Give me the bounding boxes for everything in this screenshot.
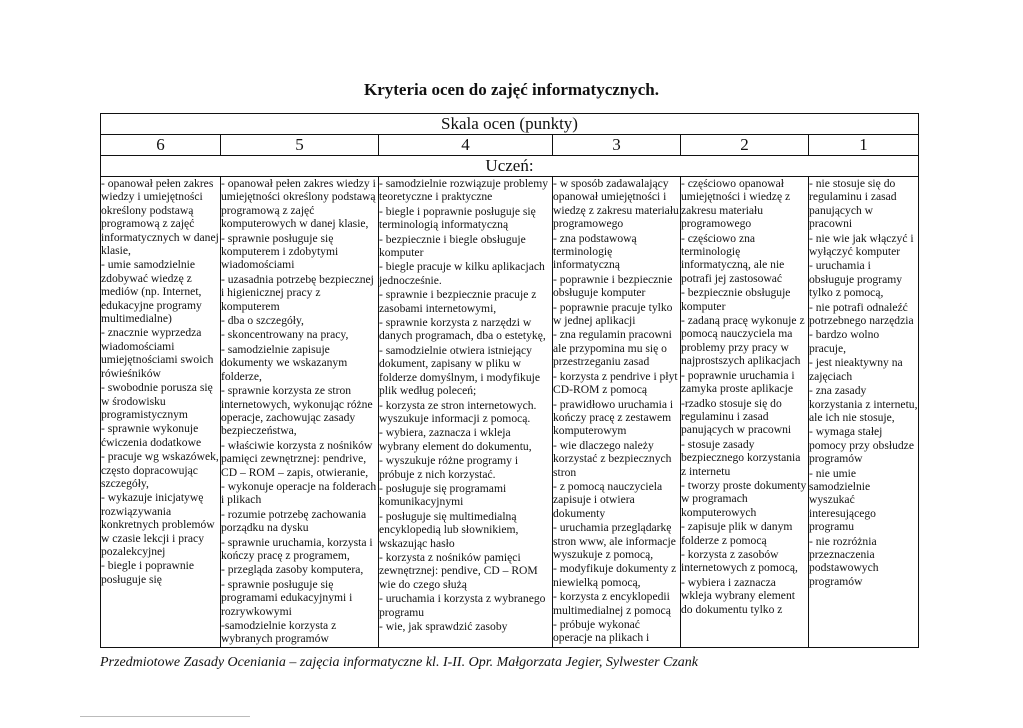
criterion-item: - jest nieaktywny na zajęciach: [809, 356, 903, 383]
criterion-item: - nie rozróżnia przeznaczenia podstawowych programów: [809, 534, 879, 588]
criterion-item: - znacznie wyprzedza wiadomościami umiejętnościami swoich rówieśników: [101, 326, 214, 380]
criterion-item: -samodzielnie korzysta z wybranych programów: [221, 619, 337, 646]
grade-2-header: 2: [681, 135, 809, 156]
criterion-item: - stosuje zasady bezpiecznego korzystania z internetu: [681, 437, 801, 478]
criterion-item: - przegląda zasoby komputera,: [221, 563, 364, 577]
criterion-item: - właściwie korzysta z nośników pamięci zewnętrznej: pendrive, CD – ROM – zapis, otwieranie,: [221, 438, 373, 479]
criterion-item: - opanował pełen zakres wiedzy i umiejętności określony podstawą programową z zajęć informatycznych w danej klasie,: [101, 177, 219, 258]
criterion-item: - bardzo wolno pracuje,: [809, 328, 880, 355]
criterion-item: - zadaną pracę wykonuje z pomocą nauczyciela ma problemy przy pracy w najprostszych aplikacjach: [681, 314, 805, 368]
grade-2-criteria: [681, 177, 809, 648]
criterion-item: - biegle i poprawnie posługuje się terminologią informatyczną: [379, 204, 536, 232]
grade-3-criteria: [553, 177, 681, 648]
criterion-item: - uruchamia i obsługuje programy tylko z pomocą,: [809, 259, 903, 300]
divider: [80, 716, 250, 717]
criterion-item: - sprawnie posługuje się komputerem i zdobytymi wiadomościami: [221, 231, 339, 272]
criterion-item: - sprawnie korzysta z narzędzi w danych programach, dba o estetykę,: [379, 316, 546, 343]
criterion-item: - nie wie jak włączyć i wyłączyć komputer: [809, 231, 914, 259]
criterion-item: - w sposób zadawalający opanował umiejętności i wiedzę z zakresu materiału programowego: [553, 177, 679, 231]
criterion-item: - uruchamia i korzysta z wybranego programu: [379, 592, 546, 619]
criterion-item: - biegle pracuje w kilku aplikacjach jednocześnie.: [379, 260, 545, 287]
criterion-item: - częściowo zna terminologię informatyczną, ale nie potrafi jej zastosować: [681, 231, 785, 285]
grade-1-header: 1: [809, 135, 919, 156]
criterion-item: - sprawnie uruchamia, korzysta i kończy pracę z programem,: [221, 535, 373, 562]
criterion-item: - korzysta z encyklopedii multimedialnej z pomocą: [553, 590, 671, 617]
grade-4-criteria: [379, 177, 553, 648]
footer-credit: Przedmiotowe Zasady Oceniania – zajęcia informatyczne kl. I-II. Opr. Małgorzata Jegier, Sylwester Czank: [100, 655, 699, 670]
grade-5-criteria: [221, 177, 379, 648]
criterion-item: - korzysta z pendrive i płyt CD-ROM z pomocą: [553, 369, 678, 397]
criterion-item: - wykonuje operacje na folderach i plikach: [221, 479, 377, 507]
criterion-item: - modyfikuje dokumenty z niewielką pomocą,: [553, 562, 677, 589]
criterion-item: - z pomocą nauczyciela zapisuje i otwiera dokumenty: [553, 479, 663, 520]
grade-5-header: 5: [221, 135, 379, 156]
grade-3-header: 3: [553, 135, 681, 156]
criterion-item: - samodzielnie rozwiązuje problemy teoretyczne i praktyczne: [379, 177, 549, 204]
criterion-item: - bezpiecznie obsługuje komputer: [681, 286, 791, 313]
criterion-item: - posługuje się programami komunikacyjnymi: [379, 481, 507, 509]
criterion-item: - wyszukuje różne programy i próbuje z nich korzystać.: [379, 454, 519, 481]
criterion-item: - samodzielnie zapisuje dokumenty we wskazanym folderze,: [221, 342, 348, 383]
criterion-item: - poprawnie i bezpiecznie obsługuje komputer: [553, 272, 673, 300]
grade-1-criteria: [809, 177, 919, 648]
criteria-table: [100, 113, 919, 648]
criterion-item: - zna podstawową terminologię informatyczną: [553, 231, 637, 272]
criterion-item: - nie stosuje się do regulaminu i zasad panujących w pracowni: [809, 177, 897, 231]
criterion-item: - sprawnie i bezpiecznie pracuje z zasobami internetowymi,: [379, 288, 537, 315]
criterion-item: -rzadko stosuje się do regulaminu i zasad panujących w pracowni: [681, 396, 792, 437]
criterion-item: - poprawnie pracuje tylko w jednej aplikacji: [553, 300, 673, 328]
criterion-item: - wykazuje inicjatywę rozwiązywania konkretnych problemów w czasie lekcji i pracy pozalekcyjnej: [101, 491, 215, 558]
criterion-item: - próbuje wykonać operacje na plikach i: [553, 618, 650, 645]
criterion-item: - sprawnie wykonuje ćwiczenia dodatkowe: [101, 422, 202, 449]
criterion-item: - zna regulamin pracowni ale przypomina mu się o przestrzeganiu zasad: [553, 328, 672, 369]
criterion-item: - tworzy proste dokumenty w programach komputerowych: [681, 478, 807, 519]
criterion-item: - uruchamia przeglądarkę stron www, ale informacje wyszukuje z pomocą,: [553, 521, 676, 561]
grade-6-header: 6: [101, 135, 221, 156]
criterion-item: - uzasadnia potrzebę bezpiecznej i higienicznej pracy z komputerem: [221, 272, 374, 313]
grade-4-header: 4: [379, 135, 553, 156]
criterion-item: - wybiera, zaznacza i wkleja wybrany element do dokumentu,: [379, 426, 532, 453]
criterion-item: - opanował pełen zakres wiedzy i umiejętności określony podstawą programową z zajęć komputerowych w danej klasie,: [221, 177, 376, 231]
criterion-item: - dba o szczegóły,: [221, 314, 304, 328]
criterion-item: - częściowo opanował umiejętności i wiedzę z zakresu materiału programowego: [681, 177, 791, 231]
criterion-item: - korzysta z zasobów internetowych z pomocą,: [681, 547, 798, 575]
grade-header-row: [101, 135, 919, 156]
criterion-item: - pracuje wg wskazówek, często dopracowując szczegóły,: [101, 450, 219, 490]
criteria-row: [101, 177, 919, 648]
criterion-item: - sprawnie posługuje się programami edukacyjnymi i rozrywkowymi: [221, 577, 353, 618]
page-title: Kryteria ocen do zajęć informatycznych.: [363, 80, 660, 99]
grade-6-criteria: [101, 177, 221, 648]
criterion-item: - wymaga stałej pomocy przy obsłudze programów: [809, 425, 914, 466]
criterion-item: - samodzielnie otwiera istniejący dokument, zapisany w pliku w folderze domyślnym, i modyfikuje plik według poleceń;: [379, 343, 540, 398]
scale-label: Skala ocen (punkty): [101, 114, 919, 135]
criterion-item: - nie potrafi odnaleźć potrzebnego narzędzia: [809, 300, 914, 328]
criterion-item: - posługuje się multimedialną encyklopedią lub słownikiem, wskazując hasło: [379, 509, 519, 550]
criterion-item: - rozumie potrzebę zachowania porządku na dysku: [221, 507, 367, 535]
student-header-row: [101, 156, 919, 177]
criterion-item: - sprawnie korzysta ze stron internetowych, wykonując różne operacje, zachowując zasady bezpieczeństwa,: [221, 384, 373, 438]
student-label: Uczeń:: [101, 156, 919, 177]
criterion-item: - zna zasady korzystania z internetu, ale ich nie stosuje,: [809, 384, 918, 424]
criterion-item: - biegle i poprawnie posługuje się: [101, 559, 195, 586]
scale-header-row: [101, 114, 919, 135]
criterion-item: - korzysta ze stron internetowych. wyszukuje informacji z pomocą.: [379, 398, 537, 425]
criterion-item: - zapisuje plik w danym folderze z pomocą: [681, 520, 793, 547]
criterion-item: - nie umie samodzielnie wyszukać interesującego programu: [809, 466, 876, 534]
criterion-item: - bezpiecznie i biegle obsługuje komputer: [379, 232, 526, 260]
criterion-item: - poprawnie uruchamia i zamyka proste aplikacje: [681, 368, 795, 396]
criterion-item: - wybiera i zaznacza wkleja wybrany element do dokumentu tylko z: [681, 575, 795, 616]
criterion-item: - swobodnie porusza się w środowisku programistycznym: [101, 381, 213, 421]
criterion-item: - wie, jak sprawdzić zasoby: [379, 620, 508, 633]
criterion-item: - korzysta z nośników pamięci zewnętrznej: pendive, CD – ROM wie do czego służą: [379, 550, 538, 591]
criterion-item: - prawidłowo uruchamia i kończy pracę z zestawem komputerowym: [553, 397, 674, 438]
criterion-item: - wie dlaczego należy korzystać z bezpiecznych stron: [553, 438, 672, 479]
criterion-item: - skoncentrowany na pracy,: [221, 328, 349, 342]
criterion-item: - umie samodzielnie zdobywać wiedzę z mediów (np. Internet, edukacyjne programy multimedialne): [101, 258, 202, 326]
